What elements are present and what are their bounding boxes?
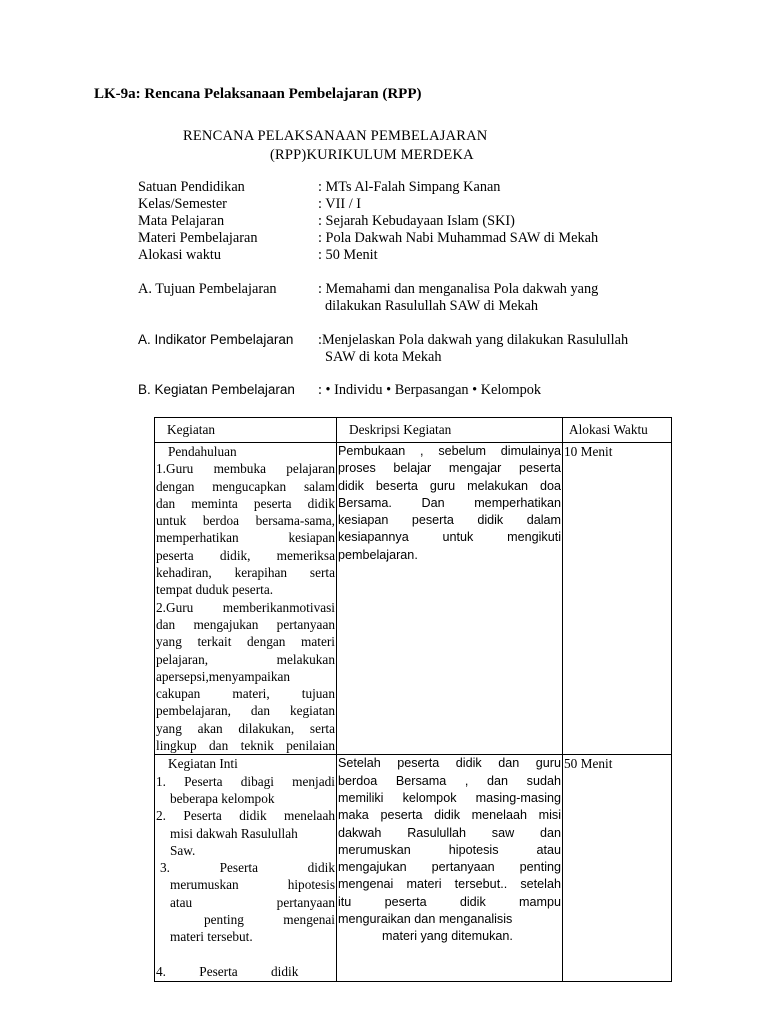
- document-title: LK-9a: Rencana Pelaksanaan Pembelajaran (RPP): [94, 86, 422, 102]
- list-item: beberapa kelompok: [170, 790, 275, 806]
- info-row-alokasi: [0, 247, 768, 264]
- info-value: : VII / I: [318, 196, 362, 212]
- list-item: memperhatikan kesiapan: [156, 530, 335, 546]
- kegiatan-value: : • Individu • Berpasangan • Kelompok: [318, 382, 542, 398]
- list-item: 2.Guru memberikanmotivasi: [156, 599, 335, 615]
- kegiatan-table: [154, 417, 672, 982]
- info-value: : Pola Dakwah Nabi Muhammad SAW di Mekah: [318, 230, 599, 246]
- list-item: Pembukaan , sebelum dimulainya: [338, 444, 561, 458]
- header-kegiatan: Kegiatan: [155, 418, 337, 443]
- info-value: : MTs Al-Falah Simpang Kanan: [318, 179, 501, 195]
- info-label: Satuan Pendidikan: [138, 179, 245, 195]
- list-item: mengajukan pertanyaan penting: [338, 860, 561, 875]
- info-row-satuan: [0, 179, 768, 196]
- list-item: cakupan materi, tujuan: [156, 686, 335, 702]
- list-item: untuk berdoa bersama-sama,: [156, 513, 335, 529]
- indikator-value-line2: SAW di kota Mekah: [325, 349, 442, 365]
- pendahuluan-kegiatan: [155, 443, 337, 755]
- list-item: 2. Peserta didik menelaah: [156, 808, 335, 824]
- list-item: misi dakwah Rasulullah: [170, 825, 298, 841]
- pendahuluan-title: Pendahuluan: [168, 444, 237, 459]
- list-item: pelajaran, melakukan: [156, 651, 335, 667]
- list-item: dan mengajukan pertanyaan: [156, 616, 335, 632]
- list-item: [156, 946, 335, 963]
- info-row-kelas: [0, 196, 768, 213]
- list-item: 1.Guru membuka pelajaran: [156, 461, 335, 477]
- info-label: Mata Pelajaran: [138, 213, 225, 229]
- list-item: pembelajaran, dan kegiatan: [156, 703, 335, 719]
- tujuan-label: A. Tujuan Pembelajaran: [138, 281, 277, 297]
- info-row-materi: [0, 230, 768, 247]
- indikator-label: A. Indikator Pembelajaran: [138, 332, 294, 347]
- kegiatan-label: B. Kegiatan Pembelajaran: [138, 382, 295, 397]
- list-item: memiliki kelompok masing-masing: [338, 790, 561, 805]
- list-item: dan meminta peserta didik: [156, 495, 335, 511]
- indikator-value-line1: :Menjelaskan Pola dakwah yang dilakukan Rasulullah: [318, 332, 629, 348]
- list-item: dakwah Rasulullah saw dan: [338, 825, 561, 840]
- pendahuluan-deskripsi: [337, 443, 563, 755]
- list-item: maka peserta didik menelaah misi: [338, 808, 561, 823]
- list-item: proses belajar mengajar peserta: [338, 461, 561, 476]
- inti-alokasi: 50 Menit: [563, 755, 672, 982]
- list-item: mengenai materi tersebut.. setelah: [338, 877, 561, 892]
- inti-title: Kegiatan Inti: [168, 756, 238, 772]
- info-label: Kelas/Semester: [138, 196, 227, 212]
- info-label: Alokasi waktu: [138, 247, 221, 263]
- list-item: penting mengenai: [204, 912, 335, 928]
- inti-deskripsi: [337, 755, 563, 982]
- list-item: merumuskan hipotesis atau: [338, 842, 561, 857]
- list-item: dengan mengucapkan salam: [156, 478, 335, 494]
- table-row-pendahuluan: [155, 443, 672, 755]
- list-item: yang akan dilakukan, serta: [156, 720, 335, 736]
- tujuan-value-line2: dilakukan Rasulullah SAW di Mekah: [325, 298, 539, 314]
- list-item: tempat duduk peserta.: [156, 582, 274, 598]
- list-item: peserta didik, memeriksa: [156, 547, 335, 563]
- header-alokasi: Alokasi Waktu: [563, 418, 672, 443]
- list-item: apersepsi,menyampaikan: [156, 668, 291, 684]
- info-row-mapel: [0, 213, 768, 230]
- inti-kegiatan: [155, 755, 337, 982]
- list-item: itu peserta didik mampu: [338, 894, 561, 909]
- info-value: : 50 Menit: [318, 247, 378, 263]
- list-item: 4. Peserta didik: [156, 963, 299, 979]
- info-label: Materi Pembelajaran: [138, 230, 258, 246]
- list-item: Bersama. Dan memperhatikan: [338, 495, 561, 510]
- list-item: menguraikan dan menganalisis: [338, 912, 513, 927]
- info-value: : Sejarah Kebudayaan Islam (SKI): [318, 213, 515, 229]
- list-item: 1. Peserta dibagi menjadi: [156, 773, 335, 789]
- list-item: Saw.: [170, 842, 196, 858]
- list-item: berdoa Bersama , dan sudah: [338, 773, 561, 788]
- header-deskripsi: Deskripsi Kegiatan: [337, 418, 563, 443]
- table-header-row: [155, 418, 672, 443]
- list-item: kesiapannya untuk mengikuti: [338, 530, 561, 545]
- tujuan-value-line1: : Memahami dan menganalisa Pola dakwah yang: [318, 281, 599, 297]
- list-item: Setelah peserta didik dan guru: [338, 756, 561, 771]
- list-item: yang terkait dengan materi: [156, 634, 335, 650]
- list-item: lingkup dan teknik penilaian: [156, 738, 335, 754]
- list-item: kehadiran, kerapihan serta: [156, 565, 335, 581]
- list-item: 3. Peserta didik: [160, 860, 335, 876]
- list-item: pembelajaran.: [338, 547, 418, 562]
- list-item: materi yang ditemukan.: [382, 929, 513, 944]
- pendahuluan-alokasi: 10 Menit: [563, 443, 672, 755]
- table-row-inti: [155, 755, 672, 982]
- list-item: kesiapan peserta didik dalam: [338, 513, 561, 528]
- list-item: materi tersebut.: [170, 929, 253, 945]
- list-item: merumuskan hipotesis: [170, 877, 335, 893]
- list-item: didik beserta guru melakukan doa: [338, 478, 561, 493]
- list-item: atau pertanyaan: [170, 894, 335, 910]
